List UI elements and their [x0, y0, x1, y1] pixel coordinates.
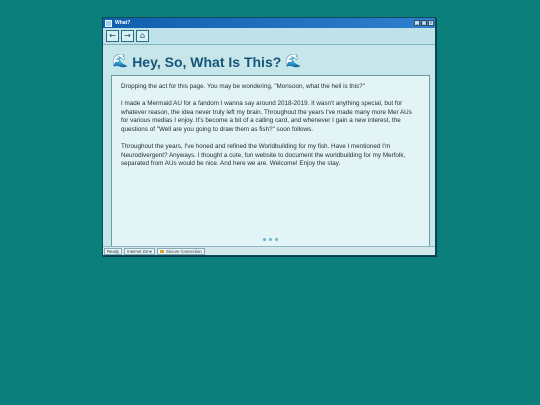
window-title: What? — [115, 20, 131, 26]
home-icon: ⌂ — [139, 31, 146, 40]
dot — [275, 238, 278, 241]
back-button[interactable] — [106, 30, 119, 42]
forward-button[interactable] — [121, 30, 134, 42]
maximize-button[interactable]: □ — [422, 20, 426, 25]
status-ready: Ready — [104, 248, 122, 255]
arrow-left-icon: ← — [109, 31, 116, 40]
minimize-button[interactable]: _ — [416, 20, 418, 25]
dot — [269, 238, 272, 241]
paragraph-website: Throughout the years, I've honed and refined the Worldbuilding for my fish. Have I mentioned I'm Neurodivergent? Anyways. I thought a cute, fun website to document the worldbuilding for my Merfolk, separated from AUs would be nice. And here we are. Welcome! Enjoy the stay. — [121, 143, 406, 168]
status-security-label: Secure Connection — [166, 248, 202, 254]
page-heading — [112, 53, 301, 71]
title-bar[interactable] — [103, 18, 435, 28]
dot — [263, 238, 266, 241]
paragraph-history: I made a Mermaid AU for a fandom I wanna say around 2018-2019. It wasn't anything special, but for whatever reason, the idea never truly left my brain. Throughout the years I've made many more Mer AUs for various medias I enjoy. It's become a bit of a calling card, and whenever I gain a new interest, the questions of "Well are you going to draw them as fish?" soon follows. — [121, 100, 412, 133]
wave-icon: 🌊 — [285, 54, 302, 69]
navigation-toolbar — [103, 28, 435, 45]
content-panel — [111, 75, 430, 247]
lock-icon — [160, 250, 164, 253]
wave-icon: 🌊 — [112, 54, 129, 69]
status-security — [157, 248, 205, 255]
arrow-right-icon: → — [124, 31, 131, 40]
close-button[interactable]: × — [429, 20, 433, 25]
home-button[interactable] — [136, 30, 149, 42]
browser-window — [102, 17, 436, 256]
status-zone: Internet Zone — [124, 248, 155, 255]
status-bar — [103, 246, 435, 255]
loading-dots — [112, 238, 429, 241]
paragraph-intro: Dropping the act for this page. You may be wondering, "Monsoon, what the hell is this?" — [121, 83, 365, 90]
page-title: Hey, So, What Is This? — [132, 54, 282, 70]
window-app-icon — [105, 20, 112, 27]
